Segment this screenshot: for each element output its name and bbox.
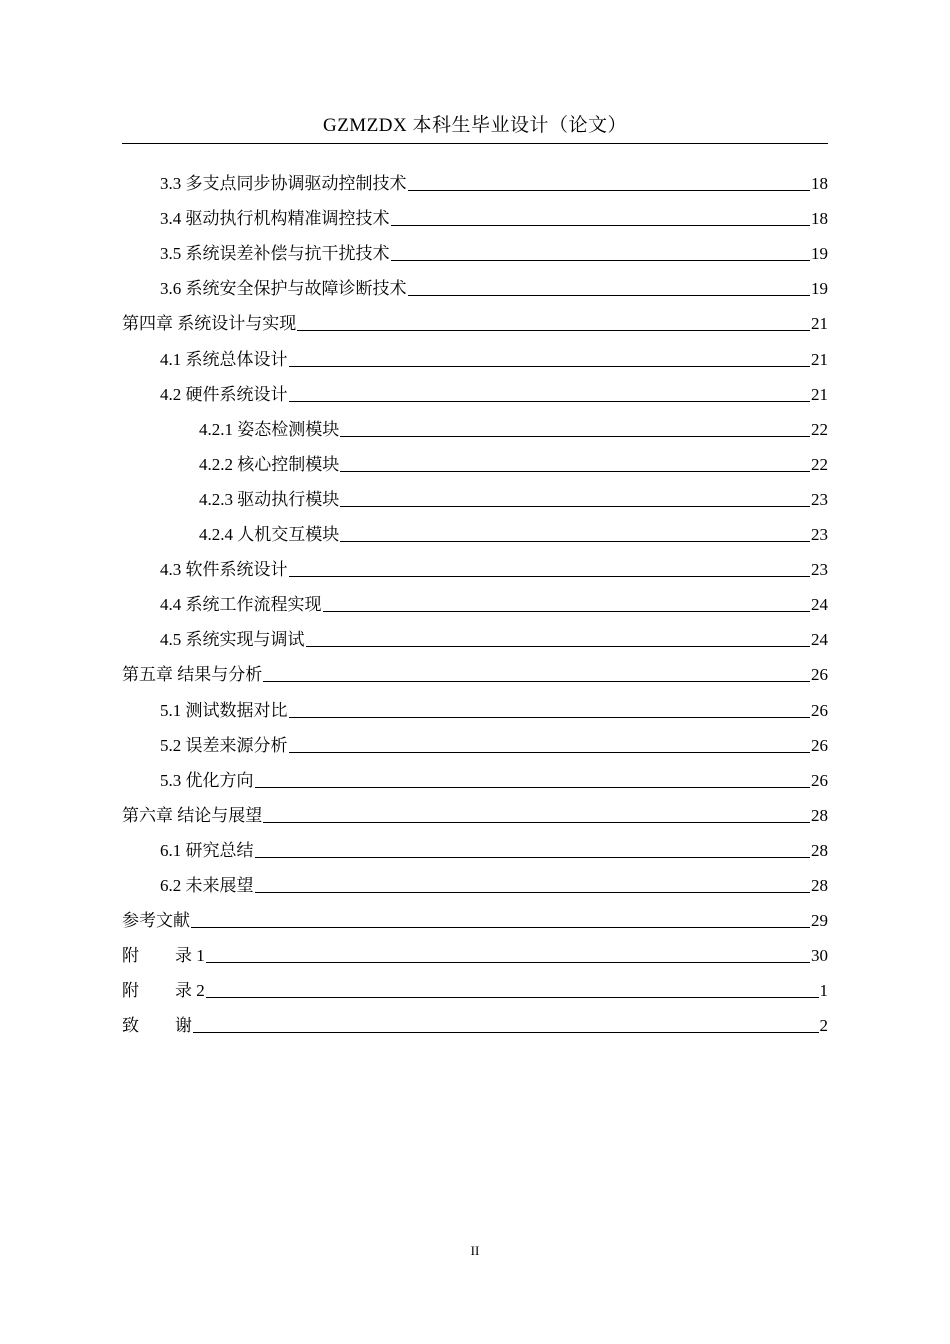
page-header: GZMZDX 本科生毕业设计（论文）: [122, 113, 828, 144]
toc-leader-line: [263, 681, 810, 682]
toc-leader-line: [408, 295, 811, 296]
toc-leader-line: [306, 646, 811, 647]
toc-leader-line: [289, 576, 811, 577]
toc-entry-title: 5.3 优化方向: [160, 770, 254, 790]
toc-entry[interactable]: [122, 651, 828, 686]
toc-entry[interactable]: [122, 616, 828, 651]
toc-leader-line: [340, 471, 810, 472]
toc-entry-page: 24: [811, 630, 828, 650]
toc-entry[interactable]: [122, 932, 828, 967]
toc-entry[interactable]: [122, 1002, 828, 1037]
toc-entry-title: [122, 945, 205, 967]
toc-entry-title: 第六章 结论与展望: [122, 805, 263, 825]
toc-entry[interactable]: [122, 160, 828, 195]
toc-entry-title-part: 附: [122, 946, 139, 966]
toc-entry-page: 18: [811, 174, 828, 194]
toc-entry-page: 23: [811, 525, 828, 545]
toc-entry-title: 3.3 多支点同步协调驱动控制技术: [160, 174, 407, 194]
toc-leader-line: [289, 752, 811, 753]
toc-entry-page: 26: [811, 770, 828, 790]
page-number: II: [470, 1243, 480, 1258]
toc-leader-line: [289, 366, 811, 367]
toc-entry[interactable]: [122, 300, 828, 335]
toc-entry-title: 4.2.3 驱动执行模块: [199, 489, 340, 509]
toc-entry[interactable]: [122, 862, 828, 897]
toc-entry-page: 28: [811, 840, 828, 860]
toc-entry-page: 1: [819, 981, 828, 1001]
toc-entry-title: 6.1 研究总结: [160, 840, 254, 860]
toc-entry-title: 3.5 系统误差补偿与抗干扰技术: [160, 244, 390, 264]
toc-leader-line: [408, 190, 811, 191]
toc-entry-title: 3.6 系统安全保护与故障诊断技术: [160, 279, 407, 299]
toc-entry[interactable]: [122, 195, 828, 230]
toc-entry-title-part: 录 1: [175, 946, 205, 966]
toc-entry-title: 第五章 结果与分析: [122, 665, 263, 685]
toc-entry-title: 6.2 未来展望: [160, 875, 254, 895]
toc-entry-title-part: 附: [122, 981, 139, 1001]
toc-leader-line: [255, 892, 811, 893]
toc-entry-title: 4.2.1 姿态检测模块: [199, 419, 340, 439]
toc-entry-title: 4.1 系统总体设计: [160, 349, 288, 369]
toc-entry-title: 5.2 误差来源分析: [160, 735, 288, 755]
toc-entry-page: 24: [811, 595, 828, 615]
toc-entry-title: 4.2.2 核心控制模块: [199, 454, 340, 474]
toc-leader-line: [191, 927, 810, 928]
toc-entry[interactable]: [122, 827, 828, 862]
toc-entry[interactable]: [122, 792, 828, 827]
toc-entry-title-part: 致: [122, 1016, 139, 1036]
toc-entry-title: 5.1 测试数据对比: [160, 700, 288, 720]
toc-entry-title: 4.5 系统实现与调试: [160, 630, 305, 650]
toc-entry-title: [122, 1015, 192, 1037]
toc-leader-line: [255, 787, 811, 788]
toc-entry[interactable]: [122, 686, 828, 721]
toc-entry[interactable]: [122, 897, 828, 932]
toc-leader-line: [323, 611, 811, 612]
toc-entry-page: 22: [811, 419, 828, 439]
toc-entry-title: 3.4 驱动执行机构精准调控技术: [160, 209, 390, 229]
toc-entry-page: 21: [811, 384, 828, 404]
toc-leader-line: [391, 225, 811, 226]
toc-leader-line: [206, 962, 810, 963]
toc-entry[interactable]: [122, 441, 828, 476]
toc-entry-title: 第四章 系统设计与实现: [122, 314, 297, 334]
toc-entry-page: 18: [811, 209, 828, 229]
table-of-contents: [122, 160, 828, 1037]
toc-leader-line: [340, 436, 810, 437]
toc-leader-line: [340, 506, 810, 507]
toc-entry[interactable]: [122, 371, 828, 406]
toc-leader-line: [297, 330, 810, 331]
toc-entry-page: 26: [811, 665, 828, 685]
toc-entry[interactable]: [122, 581, 828, 616]
toc-entry-title-part: 谢: [175, 1016, 192, 1036]
toc-entry[interactable]: [122, 511, 828, 546]
toc-entry[interactable]: [122, 476, 828, 511]
toc-entry-title: 参考文献: [122, 911, 190, 931]
toc-entry-page: 21: [811, 349, 828, 369]
toc-entry-title: 4.4 系统工作流程实现: [160, 595, 322, 615]
toc-entry-title: 4.3 软件系统设计: [160, 560, 288, 580]
toc-entry-page: 26: [811, 735, 828, 755]
toc-entry-page: 19: [811, 279, 828, 299]
toc-entry-page: 28: [811, 875, 828, 895]
toc-entry-page: 23: [811, 560, 828, 580]
toc-leader-line: [289, 717, 811, 718]
toc-entry-title-part: 录 2: [175, 981, 205, 1001]
toc-entry-title: 4.2 硬件系统设计: [160, 384, 288, 404]
toc-entry-page: 30: [811, 946, 828, 966]
toc-leader-line: [193, 1032, 819, 1033]
toc-entry[interactable]: [122, 546, 828, 581]
toc-entry-page: 29: [811, 911, 828, 931]
toc-leader-line: [391, 260, 811, 261]
toc-entry[interactable]: [122, 265, 828, 300]
toc-entry-page: 19: [811, 244, 828, 264]
toc-entry-page: 23: [811, 489, 828, 509]
toc-entry[interactable]: [122, 757, 828, 792]
toc-entry[interactable]: [122, 230, 828, 265]
toc-leader-line: [340, 541, 810, 542]
toc-leader-line: [206, 997, 819, 998]
toc-entry-title: 4.2.4 人机交互模块: [199, 525, 340, 545]
toc-leader-line: [289, 401, 811, 402]
toc-entry-page: 22: [811, 454, 828, 474]
toc-entry-page: 28: [811, 805, 828, 825]
toc-entry[interactable]: [122, 967, 828, 1002]
toc-entry-page: 26: [811, 700, 828, 720]
toc-entry-page: 21: [811, 314, 828, 334]
toc-leader-line: [263, 822, 810, 823]
toc-entry[interactable]: [122, 335, 828, 370]
toc-entry[interactable]: [122, 722, 828, 757]
toc-entry[interactable]: [122, 406, 828, 441]
toc-leader-line: [255, 857, 811, 858]
toc-entry-title: [122, 980, 205, 1002]
toc-entry-page: 2: [819, 1016, 828, 1036]
